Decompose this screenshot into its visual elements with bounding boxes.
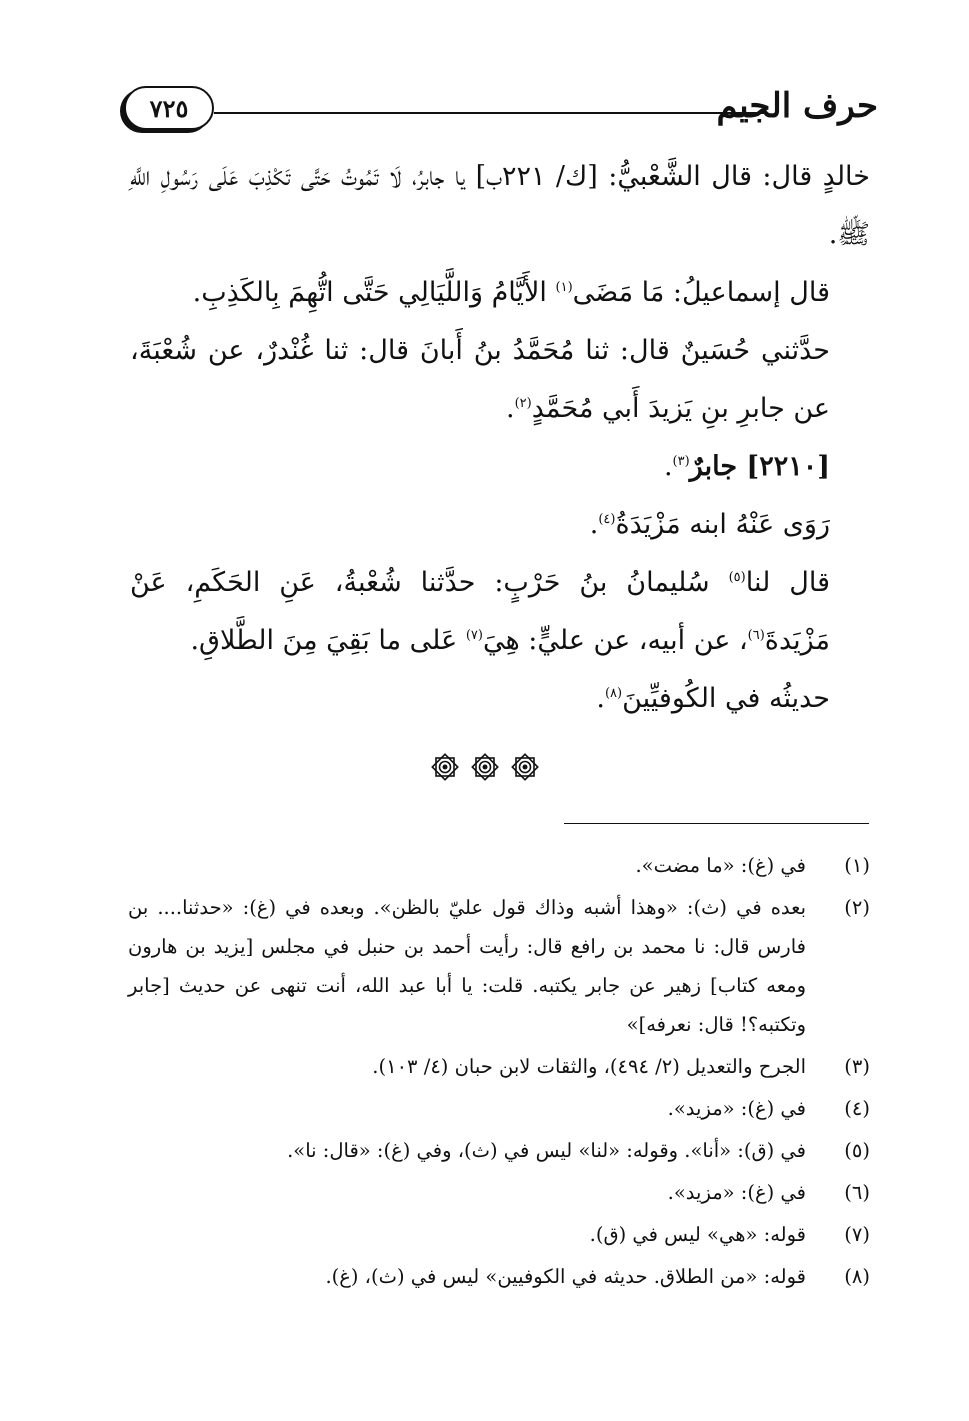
footnote-item <box>128 1173 870 1212</box>
paragraph-2 <box>130 264 870 322</box>
flower-ornament-icon <box>470 752 500 782</box>
paragraph-4-text-end: . <box>589 509 599 540</box>
footnote-number: (٧) <box>844 1223 870 1246</box>
paragraph-5-text-d: عَلى ما بَقِيَ مِنَ الطَّلاقِ. <box>190 625 466 656</box>
paragraph-4 <box>130 496 870 554</box>
footnote-item <box>128 1257 870 1296</box>
paragraph-5 <box>130 554 870 670</box>
footnote-text: في (غ): «ما مضت». <box>635 854 806 877</box>
footnote-number: (٤) <box>844 1097 870 1120</box>
footnote-item <box>128 1131 870 1170</box>
footnote-number: (٨) <box>844 1265 870 1288</box>
footnote-ref-4[interactable]: (٤) <box>598 512 616 527</box>
footnote-ref-3[interactable]: (٣) <box>672 454 690 469</box>
footnote-text: في (غ): «مزيد». <box>667 1181 806 1204</box>
footnote-number: (٥) <box>844 1139 870 1162</box>
paragraph-5-text-c: ، عن أبيه، عن عليٍّ: هِيَ <box>482 625 748 656</box>
footnote-text: في (غ): «مزيد». <box>667 1097 806 1120</box>
footnote-item <box>128 1215 870 1254</box>
footnote-item <box>128 1089 870 1128</box>
section-separator <box>0 752 969 782</box>
footnotes <box>128 846 870 1299</box>
footnote-text: قوله: «هي» ليس في (ق). <box>589 1223 806 1246</box>
footnote-number: (١) <box>844 854 870 877</box>
paragraph-2-text-end: الأَيَّامُ وَاللَّيَالِي حَتَّى اتُّهِمَ بِالكَذِبِ. <box>192 277 556 308</box>
footnote-text: بعده في (ث): «وهذا أشبه وذاك قول عليّ بالظن». وبعده في (غ): «حدثنا.... بن فارس قال: نا محمد بن رافع قال: رأيت أحمد بن حنبل في مجلس [يزيد بن هارون ومعه كتاب] زهير عن جابر يكتبه. قلت: يا أبا عبد الله، أنت تنهى عن حديث [جابر وتكتبه؟! قال: نعرفه]» <box>128 896 806 1036</box>
entry-heading-end: . <box>663 451 673 482</box>
flower-ornament-icon <box>510 752 540 782</box>
paragraph-6-text-end: . <box>596 683 605 714</box>
footnote-text: قوله: «من الطلاق. حديثه في الكوفيين» ليس في (ث)، (غ). <box>325 1265 806 1288</box>
footnote-number: (٦) <box>844 1181 870 1204</box>
page-header <box>118 82 878 142</box>
footnote-ref-7[interactable]: (٧) <box>465 628 483 643</box>
footnote-ref-5[interactable]: (٥) <box>728 570 746 585</box>
footnote-ref-2[interactable]: (٢) <box>514 396 532 411</box>
header-rule <box>214 112 766 114</box>
paragraph-4-text: رَوَى عَنْهُ ابنه مَزْيَدَةُ <box>615 509 830 540</box>
footnote-number: (٢) <box>844 896 870 919</box>
footnote-text: في (ق): «أنا». وقوله: «لنا» ليس في (ث)، وفي (غ): «قال: نا». <box>287 1139 806 1162</box>
footnote-ref-6[interactable]: (٦) <box>747 628 765 643</box>
footnote-item <box>128 888 870 1044</box>
entry-heading <box>130 438 870 496</box>
flower-ornament-icon <box>430 752 460 782</box>
page-number-badge <box>124 86 214 130</box>
paragraph-3-text: حدَّثني حُسَينٌ قال: ثنا مُحَمَّدُ بنُ أَبانَ قال: ثنا غُنْدرٌ، عن شُعْبَةَ، عن جابرِ بنِ يَزيدَ أَبي مُحَمَّدٍ <box>130 335 830 424</box>
footnote-ref-1[interactable]: (١) <box>555 280 573 295</box>
paragraph-2-text: قال إسماعيلُ: مَا مَضَى <box>572 277 830 308</box>
paragraph-6-text: حديثُه في الكُوفيِّينَ <box>622 683 830 714</box>
footnote-text: الجرح والتعديل (٢/ ٤٩٤)، والثقات لابن حبان (٤/ ١٠٣). <box>372 1055 806 1078</box>
footnote-separator <box>564 823 869 824</box>
paragraph-6 <box>130 670 870 728</box>
main-text <box>130 148 870 728</box>
footnote-item <box>128 1047 870 1086</box>
footnote-number: (٣) <box>844 1055 870 1078</box>
paragraph-3-text-end: . <box>506 393 515 424</box>
page-number: ٧٢٥ <box>149 93 189 123</box>
paragraph-3 <box>130 322 870 438</box>
entry-heading-text: [٢٢١٠] جابرٌ <box>689 451 830 482</box>
footnote-ref-8[interactable]: (٨) <box>604 686 623 701</box>
paragraph-1: خالدٍ قال: قال الشَّعْبيُّ: [ك/ ٢٢١ب] يا جابرُ، لَا تَمُوتُ حَتَّى تَكْذِبَ عَلَى رَسُولِ اللَّهِ ﷺ. <box>130 161 870 250</box>
paragraph-5-text-a: قال لنا <box>745 567 830 598</box>
footnote-item <box>128 846 870 885</box>
chapter-title: حرف الجيم <box>716 86 878 126</box>
paragraph-5-text-b: سُليمانُ بنُ حَرْبٍ: حدَّثنا شُعْبةُ، عَنِ الحَكَمِ، عَنْ مَزْيَدةَ <box>130 567 830 656</box>
